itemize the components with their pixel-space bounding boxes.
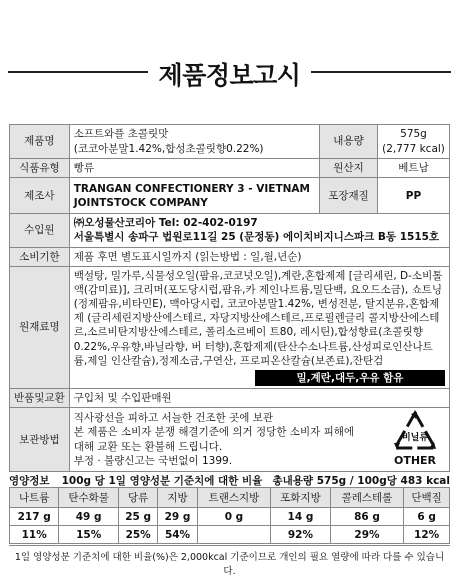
nutrient-header: 단백질 bbox=[404, 488, 450, 508]
storage-label: 보관방법 bbox=[10, 408, 70, 472]
storage-text bbox=[74, 411, 385, 468]
ingredients-label: 원재료명 bbox=[10, 266, 70, 388]
volume-line2: (2,777 kcal) bbox=[382, 142, 445, 155]
recycle-icon bbox=[392, 410, 438, 454]
nutrition-basis: 100g 당 1일 영양성분 기준치에 대한 비율 bbox=[61, 475, 263, 487]
recycle-badge-text: 비닐류 bbox=[401, 433, 429, 444]
returns-label: 반품및교환 bbox=[10, 389, 70, 408]
product-name-line2: (코코아분말1.42%,합성초콜릿향0.22%) bbox=[73, 142, 264, 155]
nutrient-amount: 25 g bbox=[118, 508, 157, 526]
storage-line1: 직사광선을 피하고 서늘한 건조한 곳에 보관 bbox=[73, 412, 273, 425]
nutrient-amount: 0 g bbox=[197, 508, 270, 526]
storage-block bbox=[74, 410, 445, 469]
origin-label: 원산지 bbox=[320, 159, 378, 178]
nutrient-header: 탄수화물 bbox=[59, 488, 119, 508]
nutrition-footnote: 1일 영양성분 기준치에 대한 비율(%)은 2,000kcal 기준이므로 개인의 필요 열량에 따라 다를 수 있습니다. bbox=[9, 545, 450, 577]
storage-line3: 대해 교환 또는 환불해 드립니다. bbox=[73, 440, 223, 453]
nutrient-amount: 29 g bbox=[158, 508, 197, 526]
nutrient-amount: 217 g bbox=[10, 508, 59, 526]
allergen-badge: 밀,계란,대두,우유 함유 bbox=[255, 370, 445, 386]
title-block bbox=[0, 52, 459, 90]
nutrient-header: 포화지방 bbox=[271, 488, 331, 508]
manufacturer-label: 제조사 bbox=[10, 178, 70, 214]
nutrient-header: 당류 bbox=[118, 488, 157, 508]
importer-line1: ㈜오성물산코리아 Tel: 02-402-0197 bbox=[73, 217, 258, 230]
nutrient-amount: 6 g bbox=[404, 508, 450, 526]
nutrition-header bbox=[9, 473, 450, 488]
packaging-value: PP bbox=[378, 178, 450, 214]
nutrient-amount: 14 g bbox=[271, 508, 331, 526]
page-title: 제품정보고시 bbox=[158, 61, 301, 90]
recycle-mark bbox=[385, 410, 445, 469]
product-info-table bbox=[9, 124, 450, 472]
nutrition-caption: 영양정보 bbox=[9, 475, 50, 487]
food-type-value: 빵류 bbox=[69, 159, 319, 178]
nutrition-amount-row bbox=[10, 508, 450, 526]
product-name-label: 제품명 bbox=[10, 125, 70, 159]
product-name-value bbox=[69, 125, 319, 159]
product-name-line1: 소프트와플 초콜릿맛 bbox=[73, 128, 169, 141]
nutrient-percent bbox=[197, 526, 270, 544]
volume-label: 내용량 bbox=[320, 125, 378, 159]
importer-label: 수입원 bbox=[10, 214, 70, 247]
importer-value bbox=[69, 214, 449, 247]
nutrient-percent: 25% bbox=[118, 526, 157, 544]
packaging-label: 포장재질 bbox=[320, 178, 378, 214]
nutrition-header-row bbox=[10, 488, 450, 508]
storage-value bbox=[69, 408, 449, 472]
nutrient-percent: 11% bbox=[10, 526, 59, 544]
nutrition-table bbox=[9, 487, 450, 544]
nutrient-header: 지방 bbox=[158, 488, 197, 508]
food-type-label: 식품유형 bbox=[10, 159, 70, 178]
volume-value bbox=[378, 125, 450, 159]
nutrient-header: 나트륨 bbox=[10, 488, 59, 508]
storage-line4: 부정 · 불량신고는 국번없이 1399. bbox=[73, 454, 233, 467]
nutrition-percent-row bbox=[10, 526, 450, 544]
title-rule-right bbox=[311, 71, 451, 73]
nutrient-header: 트랜스지방 bbox=[197, 488, 270, 508]
manufacturer-value: TRANGAN CONFECTIONERY 3 - VIETNAM JOINTSTOCK COMPANY bbox=[69, 178, 319, 214]
nutrient-amount: 49 g bbox=[59, 508, 119, 526]
allergen-row bbox=[74, 370, 445, 386]
expiry-label: 소비기한 bbox=[10, 247, 70, 266]
nutrient-percent: 29% bbox=[330, 526, 403, 544]
volume-line1: 575g bbox=[400, 128, 427, 141]
expiry-value: 제품 후면 별도표시일까지 (읽는방법 : 일,월,년순) bbox=[69, 247, 449, 266]
ingredients-text: 백설탕, 밀가루,식물성오일(팜유,코코넛오일),계란,혼합제제 [글리세린, D-소비톨액(감미료)], 크리머(포도당시럽,팜유,카 제인나트륨,밀단백, 요오드소금), 쇼트닝(정제팜유,비타민E), 맥아당시럽, 코코아분말1.42%, 변성전분, 탈지분유,혼합제제 (글리세린지방산에스테르, 자당지방산에스테르,프로필렌글리 콜지방산에스테르,소르비탄지방산에스테르, 폴리소르베이 트80, 레시틴),합성향료(초콜릿향0.22%,우유향,바닐라향, 버 터향),혼합제제(탄산수소나트륨,산성피로인산나트륨,제일 인산칼슘),정제소금,구연산, 프로피온산칼슘(보존료),잔탄검 bbox=[73, 269, 443, 367]
returns-value: 구입처 및 수입판매원 bbox=[69, 389, 449, 408]
nutrient-percent: 15% bbox=[59, 526, 119, 544]
nutrient-percent: 12% bbox=[404, 526, 450, 544]
origin-value: 베트남 bbox=[378, 159, 450, 178]
recycle-label: OTHER bbox=[393, 454, 437, 468]
nutrient-percent: 92% bbox=[271, 526, 331, 544]
storage-line2: 본 제품은 소비자 분쟁 해결기준에 의거 정당한 소비자 피해에 bbox=[73, 426, 354, 439]
importer-line2: 서울특별시 송파구 법원로11길 25 (문정동) 에이치비지니스파크 B동 1515호 bbox=[73, 231, 440, 244]
nutrient-percent: 54% bbox=[158, 526, 197, 544]
nutrition-total: 총내용량 575g / 100g당 483 kcal bbox=[272, 475, 450, 487]
nutrient-amount: 86 g bbox=[330, 508, 403, 526]
nutrient-header: 콜레스테롤 bbox=[330, 488, 403, 508]
ingredients-value bbox=[69, 266, 449, 388]
